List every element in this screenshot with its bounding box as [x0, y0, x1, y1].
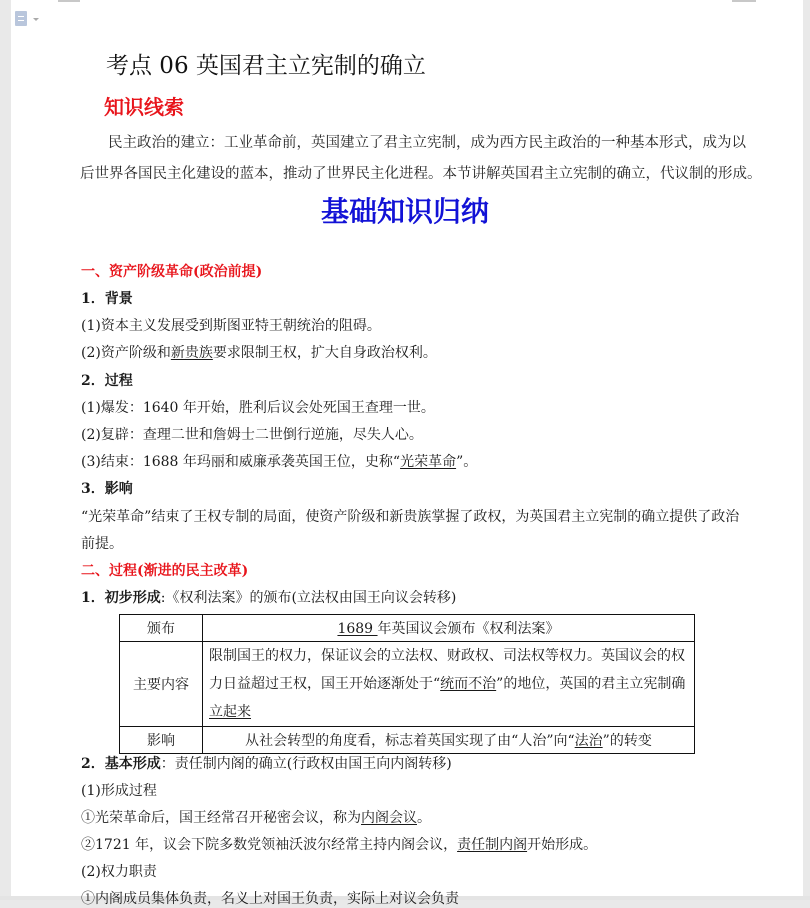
- table-label-cell: 主要内容: [120, 642, 203, 727]
- chevron-down-icon[interactable]: [33, 18, 39, 21]
- power-heading: (2)权力职责: [81, 864, 157, 880]
- underlined-term: 统而不治: [440, 676, 497, 692]
- process-item-1: (1)爆发：1640 年开始，胜利后议会处死国王查理一世。: [81, 400, 435, 416]
- section-1-sub-1: 1．背景: [81, 291, 133, 307]
- table-row: [120, 727, 695, 754]
- formation-item-1: [81, 807, 431, 827]
- text: 。: [417, 810, 431, 826]
- intro-line-1: 民主政治的建立：工业革命前，英国建立了君主立宪制，成为西方民主政治的一种基本形式，成为以: [108, 135, 746, 151]
- document-icon[interactable]: [15, 11, 27, 26]
- underlined-term: 1689: [337, 621, 378, 637]
- text: 要求限制王权，扩大自身政治权利。: [212, 345, 437, 361]
- underlined-term: 立起来: [209, 704, 251, 720]
- text: ①光荣革命后，国王经常召开秘密会议，称为: [81, 810, 361, 826]
- section-1-sub-2: 2．过程: [81, 373, 133, 389]
- background-item-2: [81, 342, 437, 362]
- text: (2)资产阶级和: [81, 345, 171, 361]
- page-corner-mark: [58, 0, 80, 2]
- text: :《权利法案》的颁布(立法权由国王向议会转移): [160, 590, 457, 606]
- impact-line-1: “光荣革命”结束了王权专制的局面，使资产阶级和新贵族掌握了政权，为英国君主立宪制的确立提供了政治: [81, 509, 740, 525]
- text: 限制国王的权力，保证议会的立法权、财政权、司法权等权力。英国议会的权力日益超过王权，国王开始逐渐处于“: [209, 648, 685, 692]
- text: ”的地位，英国的君主立宪制确: [496, 676, 686, 692]
- underlined-term: 光荣革命: [400, 454, 457, 470]
- table-row: [120, 642, 695, 727]
- table-content-cell: [203, 615, 695, 642]
- underlined-term: 新贵族: [170, 345, 213, 361]
- table-label-cell: 影响: [120, 727, 203, 754]
- page-corner-mark: [732, 0, 756, 2]
- table-content-cell: [203, 642, 695, 727]
- main-heading: 基础知识归纳: [320, 195, 489, 228]
- text: ：责任制内阁的确立(行政权由国王向内阁转移): [160, 756, 452, 772]
- underlined-term: 责任制内阁: [457, 837, 528, 853]
- formation-item-2: [81, 834, 597, 854]
- section-1-sub-3: 3．影响: [81, 481, 133, 497]
- text: 年英国议会颁布《权利法案》: [377, 621, 560, 637]
- impact-line-2: 前提。: [81, 536, 123, 552]
- text: ”的转变: [602, 733, 652, 749]
- clue-heading: 知识线索: [104, 95, 184, 119]
- process-item-2: (2)复辟：查理二世和詹姆士二世倒行逆施，尽失人心。: [81, 427, 423, 443]
- text: 从社会转型的角度看，标志着英国实现了由“人治”向“: [245, 733, 575, 749]
- text: 开始形成。: [527, 837, 598, 853]
- table-label-cell: 颁布: [120, 615, 203, 642]
- document-title: 考点 06 英国君主立宪制的确立: [106, 53, 426, 79]
- underlined-term: 法治: [574, 733, 603, 749]
- formation-heading: (1)形成过程: [81, 783, 157, 799]
- process-item-3: [81, 451, 477, 471]
- text: (3)结束：1688 年玛丽和威廉承袭英国王位，史称“: [81, 454, 401, 470]
- table-content-cell: [203, 727, 695, 754]
- text: ”。: [456, 454, 478, 470]
- sub-heading: 1．初步形成: [81, 590, 161, 606]
- table-row: [120, 615, 695, 642]
- section-2-heading: 二、过程(渐进的民主改革): [81, 563, 249, 579]
- power-item-1: ①内阁成员集体负责，名义上对国王负责，实际上对议会负责: [81, 891, 459, 907]
- intro-line-2: 后世界各国民主化建设的蓝本，推动了世界民主化进程。本节讲解英国君主立宪制的确立，代议制的形成。: [80, 166, 762, 182]
- section-2-sub-2: [81, 753, 452, 773]
- section-1-heading: 一、资产阶级革命(政治前提): [81, 264, 263, 280]
- text: ②1721 年，议会下院多数党领袖沃波尔经常主持内阁会议，: [81, 837, 458, 853]
- sub-heading: 2．基本形成: [81, 756, 161, 772]
- section-2-sub-1: [81, 587, 456, 607]
- underlined-term: 内阁会议: [361, 810, 417, 826]
- bill-of-rights-table: [119, 614, 695, 754]
- background-item-1: (1)资本主义发展受到斯图亚特王朝统治的阻碍。: [81, 318, 381, 334]
